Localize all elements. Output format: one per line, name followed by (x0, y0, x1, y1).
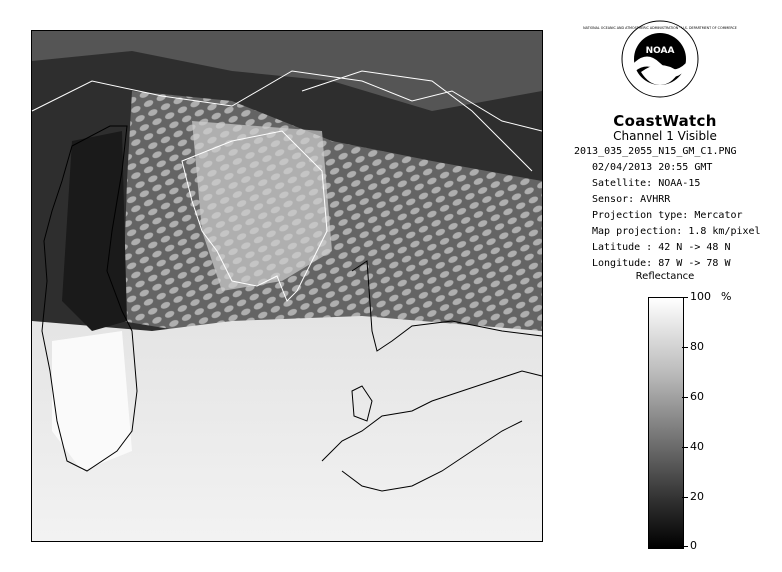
colorbar-tick (682, 447, 688, 448)
datetime: 02/04/2013 20:55 GMT (592, 162, 713, 173)
channel-label: Channel 1 Visible (613, 129, 717, 143)
latitude-range: Latitude : 42 N -> 48 N (592, 242, 731, 253)
projection-type: Projection type: Mercator (592, 210, 743, 221)
map-svg (32, 31, 542, 541)
colorbar-tick-label: 60 (690, 390, 704, 403)
colorbar-tick-label: 0 (690, 539, 697, 552)
colorbar-unit: % (721, 290, 732, 303)
colorbar (648, 297, 684, 549)
filename: 2013_035_2055_N15_GM_C1.PNG (574, 146, 737, 157)
noaa-logo-ring-text: NATIONAL OCEANIC AND ATMOSPHERIC ADMINISTRATION · U.S. DEPARTMENT OF COMMERCE (583, 26, 737, 30)
satellite: Satellite: NOAA-15 (592, 178, 701, 189)
colorbar-tick (682, 546, 688, 547)
brand-title: CoastWatch (613, 112, 717, 130)
noaa-logo (583, 20, 737, 98)
colorbar-tick-label: 80 (690, 340, 704, 353)
colorbar-tick-label: 20 (690, 490, 704, 503)
longitude-range: Longitude: 87 W -> 78 W (592, 258, 731, 269)
lake-michigan-dark (62, 131, 127, 331)
noaa-logo-text: NOAA (645, 46, 675, 56)
sensor: Sensor: AVHRR (592, 194, 671, 205)
colorbar-tick (682, 297, 688, 298)
colorbar-tick-label: 40 (690, 440, 704, 453)
map-projection: Map projection: 1.8 km/pixel (592, 226, 761, 237)
colorbar-tick (682, 497, 688, 498)
colorbar-tick-label: 100 (690, 290, 711, 303)
satellite-image (31, 30, 543, 542)
colorbar-tick (682, 347, 688, 348)
colorbar-label: Reflectance (635, 271, 695, 282)
colorbar-tick (682, 397, 688, 398)
